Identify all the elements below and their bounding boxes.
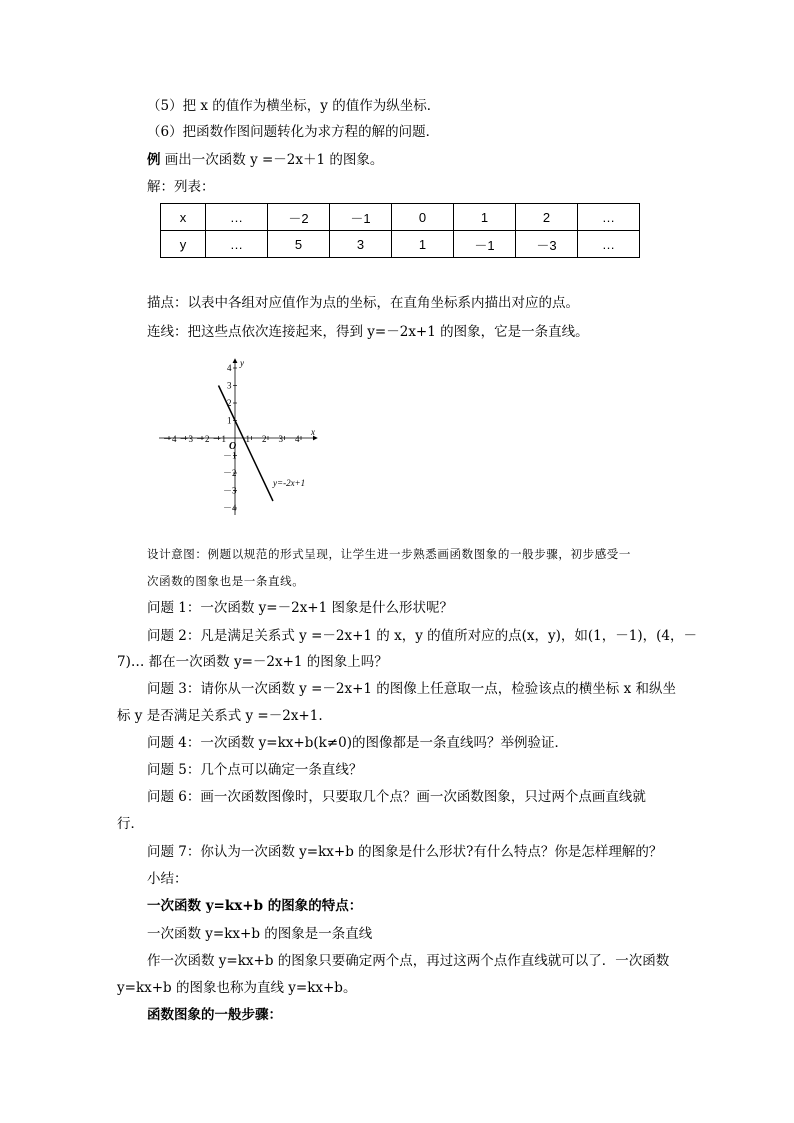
table-cell: －3: [516, 231, 578, 258]
feature-2-line-2: y=kx+b 的图象也称为直线 y=kx+b。: [117, 980, 357, 996]
origin-label: O: [229, 441, 237, 452]
table-cell: －2: [268, 204, 330, 231]
y-tick-label: －1: [223, 450, 237, 461]
question-2-line-1: 问题 2：凡是满足关系式 y =－2x+1 的 x，y 的值所对应的点(x，y)，如(1，－1)，(4，－: [147, 628, 697, 644]
function-graph: [155, 355, 330, 520]
question-6-line-2: 行．: [117, 816, 144, 832]
question-3-line-1: 问题 3：请你从一次函数 y =－2x+1 的图像上任意取一点，检验该点的横坐标 x 和纵坐: [147, 681, 676, 697]
question-6-line-1: 问题 6：画一次函数图像时，只要取几个点？画一次函数图象，只过两个点画直线就: [147, 789, 646, 805]
value-table: [160, 203, 640, 258]
table-cell: －1: [454, 231, 516, 258]
steps-title: 函数图象的一般步骤：: [147, 1007, 282, 1023]
line-label: y=-2x+1: [273, 478, 306, 488]
y-tick-label: 4: [227, 363, 232, 373]
example-text: 画出一次函数 y =－2x＋1 的图象。: [160, 152, 384, 168]
question-1: 问题 1：一次函数 y=－2x+1 图象是什么形状呢？: [147, 600, 454, 616]
question-5: 问题 5：几个点可以确定一条直线？: [147, 762, 363, 778]
feature-1: 一次函数 y=kx+b 的图象是一条直线: [147, 926, 373, 942]
table-row-y: [161, 231, 640, 258]
feature-2-line-1: 作一次函数 y=kx+b 的图象只要确定两个点，再过这两个点作直线就可以了．一次函数: [147, 953, 670, 969]
example-line: [147, 151, 383, 169]
summary-title: 小结：: [147, 871, 188, 887]
x-axis-label: x: [311, 427, 315, 437]
feature-title: 一次函数 y=kx+b 的图象的特点：: [147, 898, 363, 914]
question-2-line-2: 7)… 都在一次函数 y=－2x+1 的图象上吗？: [117, 654, 388, 670]
y-tick-label: －2: [223, 468, 237, 478]
y-tick-label: 3: [227, 380, 232, 391]
step-6: （6）把函数作图问题转化为求方程的解的问题．: [147, 124, 440, 140]
x-tick-label: 2: [262, 434, 267, 444]
table-cell: 0: [392, 204, 454, 231]
x-tick-label: 1: [245, 434, 250, 444]
question-4: 问题 4：一次函数 y=kx+b(k≠0)的图像都是一条直线吗？举例验证．: [147, 735, 568, 751]
x-tick-label: －4: [163, 434, 177, 444]
y-tick-label: 1: [227, 415, 232, 426]
x-tick-label: 4: [295, 434, 300, 444]
table-cell: …: [206, 231, 268, 258]
x-tick-label: 3: [278, 434, 283, 444]
table-cell: 3: [330, 231, 392, 258]
table-header-y: y: [161, 231, 206, 258]
table-cell: 1: [454, 204, 516, 231]
solution-label: 解：列表：: [147, 179, 215, 195]
table-cell: …: [578, 204, 640, 231]
table-cell: 1: [392, 231, 454, 258]
table-cell: 5: [268, 231, 330, 258]
example-label: 例: [147, 152, 161, 168]
design-note-line-2: 次函数的图象也是一条直线。: [147, 574, 305, 588]
table-cell: －1: [330, 204, 392, 231]
table-cell: …: [578, 231, 640, 258]
question-3-line-2: 标 y 是否满足关系式 y =－2x+1.: [117, 708, 323, 724]
table-header-x: x: [161, 204, 206, 231]
question-7: 问题 7：你认为一次函数 y=kx+b 的图象是什么形状?有什么特点？你是怎样理解的？: [147, 844, 663, 860]
table-cell: …: [206, 204, 268, 231]
y-tick-label: －3: [223, 485, 237, 496]
x-tick-label: －2: [196, 434, 210, 444]
step-5: （5）把 x 的值作为横坐标，y 的值作为纵坐标．: [147, 98, 441, 114]
y-tick-label: －4: [223, 503, 237, 513]
table-row-x: [161, 204, 640, 231]
x-tick-label: －3: [179, 434, 194, 444]
x-tick-label: －1: [212, 434, 227, 444]
table-cell: 2: [516, 204, 578, 231]
y-tick-label: 2: [227, 398, 232, 408]
plot-points-text: 描点：以表中各组对应值作为点的坐标，在直角坐标系内描出对应的点。: [147, 295, 579, 311]
design-note-line-1: 设计意图：例题以规范的形式呈现，让学生进一步熟悉画函数图象的一般步骤，初步感受一: [147, 547, 631, 561]
y-axis-label: y: [240, 358, 244, 368]
connect-text: 连线：把这些点依次连接起来，得到 y=－2x+1 的图象，它是一条直线。: [147, 324, 589, 340]
